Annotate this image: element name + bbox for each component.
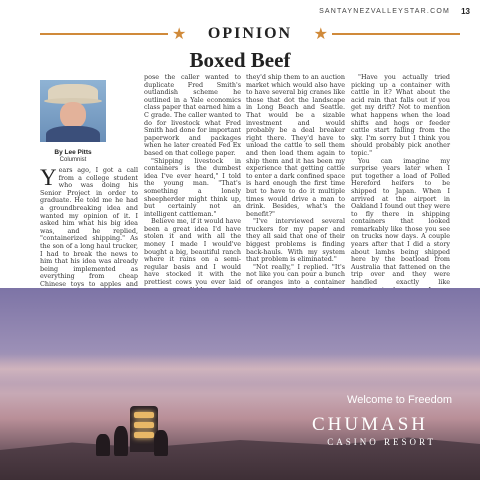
paragraph: they'd ship them to an auction market which would also have to have several big cranes like those that dot the landscape in Long Beach and Seattle. That would be a sizable investment and would probably be a deal breaker right there. They'd have to unload the cattle to sell them and then load them again to ship them and it has been my experience that getting cattle to enter a dark confined space is hard enough the first time but to have to do it multiple times would drive a man to drink. Besides, what's the benefit?" [246,73,345,218]
paragraph: "Not really," I replied. "It's not like you can pour a bunch of oranges into a container [246,262,345,287]
paragraph: Believe me, if it would have been a great idea I'd have stolen it and with all the money I made I would've bought a big, beautiful ranch where it rains on a semi-regular basis and I would have stocked it with the prettiest cows you ever laid [144,217,241,287]
sky-glow [0,354,480,384]
paragraph: Years ago, I got a call from a college student who was doing his Senior Project in order to graduate. He told me he had a groundbreaking idea and wanted my opinion of it. I asked him what his big idea was, and he replied, "containerized shipping." As the son of a long haul trucker, I had to break the news to him that his idea was already being implemented as everything from cheap Chinese toys to apples and [40,165,138,288]
lamp [134,412,154,418]
page-header [0,6,480,20]
advertisement-banner[interactable] [0,288,480,480]
star-icon: ★ [172,24,187,43]
face [60,102,86,128]
person-silhouette [114,426,128,456]
section-label: OPINION [207,25,293,42]
paragraph: "I've interviewed several truckers for my paper and they all said that one of their biggest problems is finding back-hauls. With my system that problem is eliminated." [246,217,345,264]
columnist-photo [40,80,106,142]
person-silhouette [96,434,110,456]
right-rule [332,33,460,35]
people-silhouettes [96,420,176,456]
ad-tagline: Welcome to Freedom [347,394,452,406]
page-number: 13 [461,7,470,16]
drop-cap: Y [40,165,57,190]
person-silhouette [154,430,168,456]
shirt [46,126,100,142]
ad-subbrand: CASINO RESORT [327,437,436,447]
section-banner [40,24,460,44]
byline-role: Columnist [59,157,87,163]
paragraph: "Shipping livestock in containers is the dumbest idea I've ever heard," I told the young man. "That's something a lonely sheepherder might think up, but certainly not an intelligent cattleman." [144,156,241,218]
byline: By Lee Pitts [54,149,92,156]
article-headline: Boxed Beef [189,48,291,72]
paragraph: You can imagine my surprise years later when I put together a load of Polled Hereford heifers to be shipped to Japan. When I arrived at the airport in Oakland I found out they were to fly there in shipping containers that looked remarkably like those you see on trucks now days. A couple years after that I did a story about lambs being shipped here by the boatload from Australia that fattened on the trip over and they were handled exactly like [351,156,450,287]
star-icon: ★ [313,24,328,43]
ad-brand-logo: CHUMASH [311,414,428,435]
site-url: SANTAYNEZVALLEYSTAR.COM [319,8,450,15]
paragraph: "Have you actually tried picking up a container with cattle in it? What about the acid rain that falls out if you get my drift? Not to mention what happens when the load shifts and hogs or feeder cattle start falling from the sky. I'm sorry but I think you should probably pick another topic." [351,73,450,157]
paragraph: pose the caller wanted to duplicate Fred Smith's outlandish scheme he outlined in a Yale economics class paper that earned him a C grade. The caller wanted to do for livestock what Fred Smith had done for important paperwork and packages when he later created Fed Ex based on that college paper. [144,73,241,157]
